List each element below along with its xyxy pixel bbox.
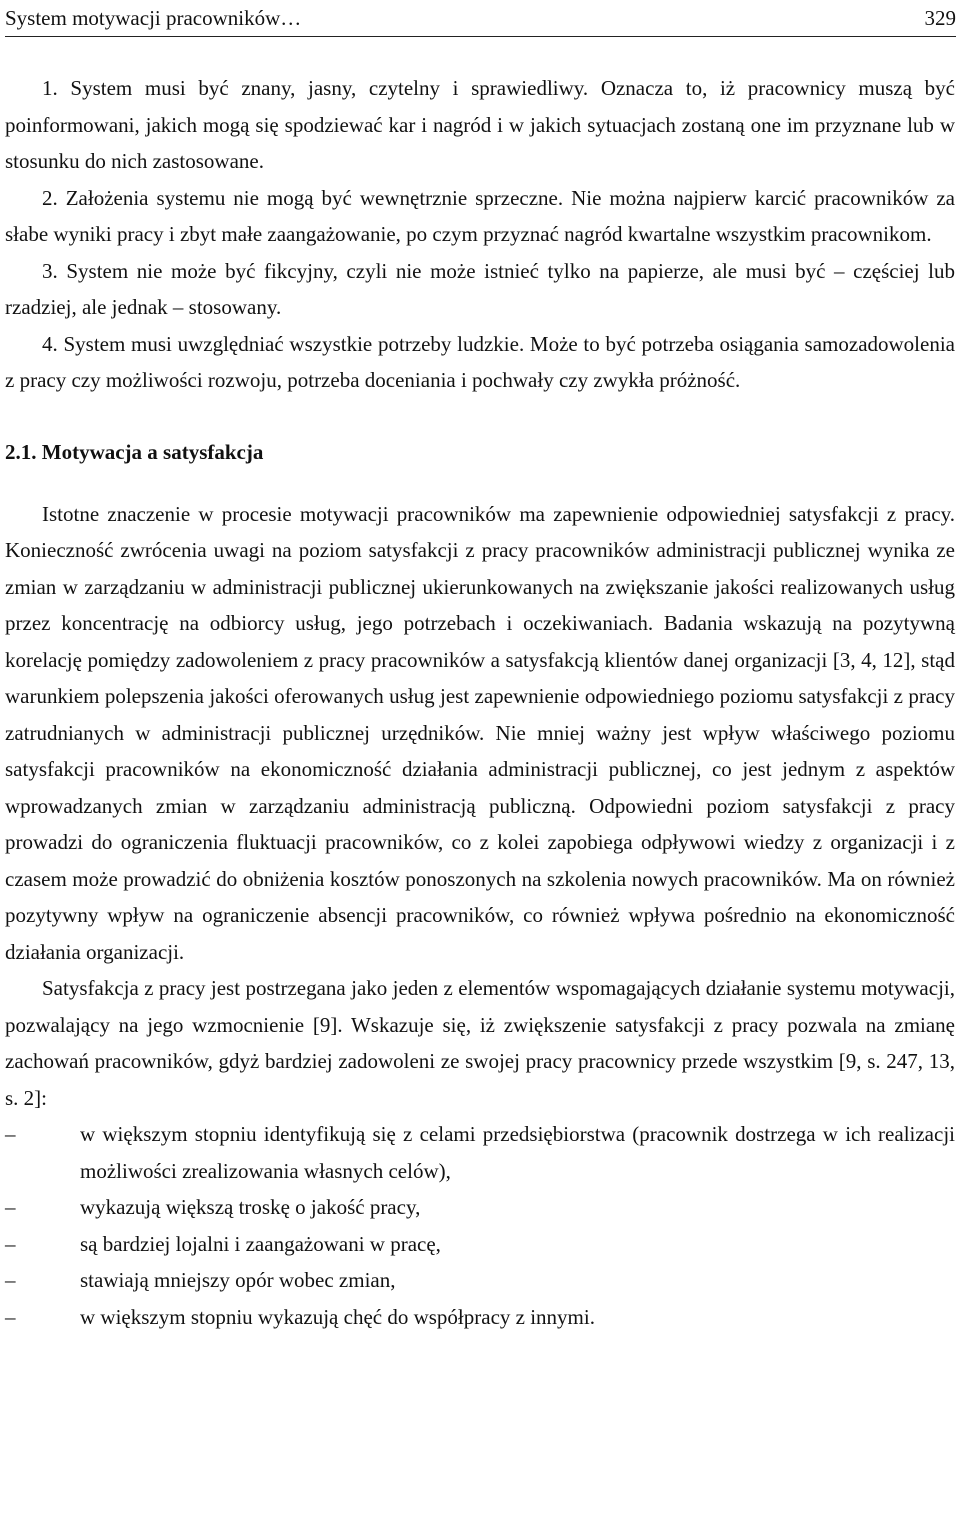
page-content: [5, 70, 955, 1335]
list-item-text: są bardziej lojalni i zaangażowani w pracę,: [80, 1231, 441, 1256]
numbered-item-1: 1. System musi być znany, jasny, czytelny i sprawiedliwy. Oznacza to, iż pracownicy muszą być poinformowani, jakich mogą się spodziewać kar i nagród i w jakich sytuacjach zostaną one im przyznane lub w stosunku do nich zastosowane.: [5, 76, 955, 173]
numbered-item-3: 3. System nie może być fikcyjny, czyli nie może istnieć tylko na papierze, ale musi być – częściej lub rzadziej, ale jednak – stosowany.: [5, 258, 955, 319]
running-header-title: System motywacji pracowników…: [5, 6, 302, 30]
dash-bullet: –: [5, 1268, 16, 1292]
dash-bullet: –: [5, 1231, 16, 1256]
dash-list: [5, 1116, 955, 1335]
section-heading: 2.1. Motywacja a satysfakcja: [5, 439, 264, 464]
list-item: [5, 1116, 955, 1189]
running-header: [5, 0, 956, 37]
page-number: 329: [924, 6, 956, 30]
list-item-text: stawiają mniejszy opór wobec zmian,: [80, 1268, 396, 1292]
dash-bullet: –: [5, 1304, 16, 1329]
list-item: [5, 1226, 955, 1263]
list-item: [5, 1189, 955, 1226]
dash-bullet: –: [5, 1195, 16, 1219]
body-paragraph-1: Istotne znaczenie w procesie motywacji pracowników ma zapewnienie odpowiedniej satysfakcji z pracy. Konieczność zwrócenia uwagi na poziom satysfakcji z pracy pracowników administracji publicznej wynika ze zmian w zarządzaniu w administracji publicznej ukierunkowanych na zwiększanie jakości realizowanych usług przez koncentrację na odbiorcy usług, jego potrzebach i oczekiwaniach. Badania wskazują na pozytywną korelację pomiędzy zadowoleniem z pracy pracowników a satysfakcją klientów danej organizacji [3, 4, 12], stąd warunkiem polepszenia jakości oferowanych usług jest zapewnienie odpowiedniego poziomu satysfakcji z pracy zatrudnianych w administracji publicznej urzędników. Nie mniej ważny jest wpływ właściwego poziomu satysfakcji pracowników na ekonomiczność działania administracji publicznej, co jest jednym z aspektów wprowadzanych zmian w zarządzaniu administracją publiczną. Odpowiedni poziom satysfakcji z pracy prowadzi do ograniczenia fluktuacji pracowników, co z kolei zapobiega odpływowi wiedzy z organizacji i z czasem może prowadzić do obniżenia kosztów ponoszonych na szkolenia nowych pracowników. Ma on również pozytywny wpływ na ograniczenie absencji pracowników, co również wpływa pośrednio na ekonomiczność działania organizacji.: [5, 501, 955, 964]
list-item-text: wykazują większą troskę o jakość pracy,: [80, 1195, 421, 1219]
numbered-item-2: 2. Założenia systemu nie mogą być wewnętrznie sprzeczne. Nie można najpierw karcić pracowników za słabe wyniki pracy i zbyt małe zaangażowanie, po czym przyznać nagród kwartalne wszystkim pracownikom.: [5, 185, 955, 246]
dash-bullet: –: [5, 1122, 16, 1146]
list-item: [5, 1299, 955, 1336]
list-item: [5, 1262, 955, 1299]
list-item-text: w większym stopniu identyfikują się z celami przedsiębiorstwa (pracownik dostrzega w ich realizacji możliwości zrealizowania własnych celów),: [80, 1122, 955, 1183]
numbered-item-4: 4. System musi uwzględniać wszystkie potrzeby ludzkie. Może to być potrzeba osiągania samozadowolenia z pracy czy możliwości rozwoju, potrzeba doceniania i pochwały czy zwykła próżność.: [5, 331, 955, 392]
list-item-text: w większym stopniu wykazują chęć do współpracy z innymi.: [80, 1304, 595, 1329]
body-paragraph-2: Satysfakcja z pracy jest postrzegana jako jeden z elementów wspomagających działanie systemu motywacji, pozwalający na jego wzmocnienie [9]. Wskazuje się, iż zwiększenie satysfakcji z pracy pozwala na zmianę zachowań pracowników, gdyż bardziej zadowoleni ze swojej pracy pracownicy przede wszystkim [9, s. 247, 13, s. 2]:: [5, 976, 955, 1110]
